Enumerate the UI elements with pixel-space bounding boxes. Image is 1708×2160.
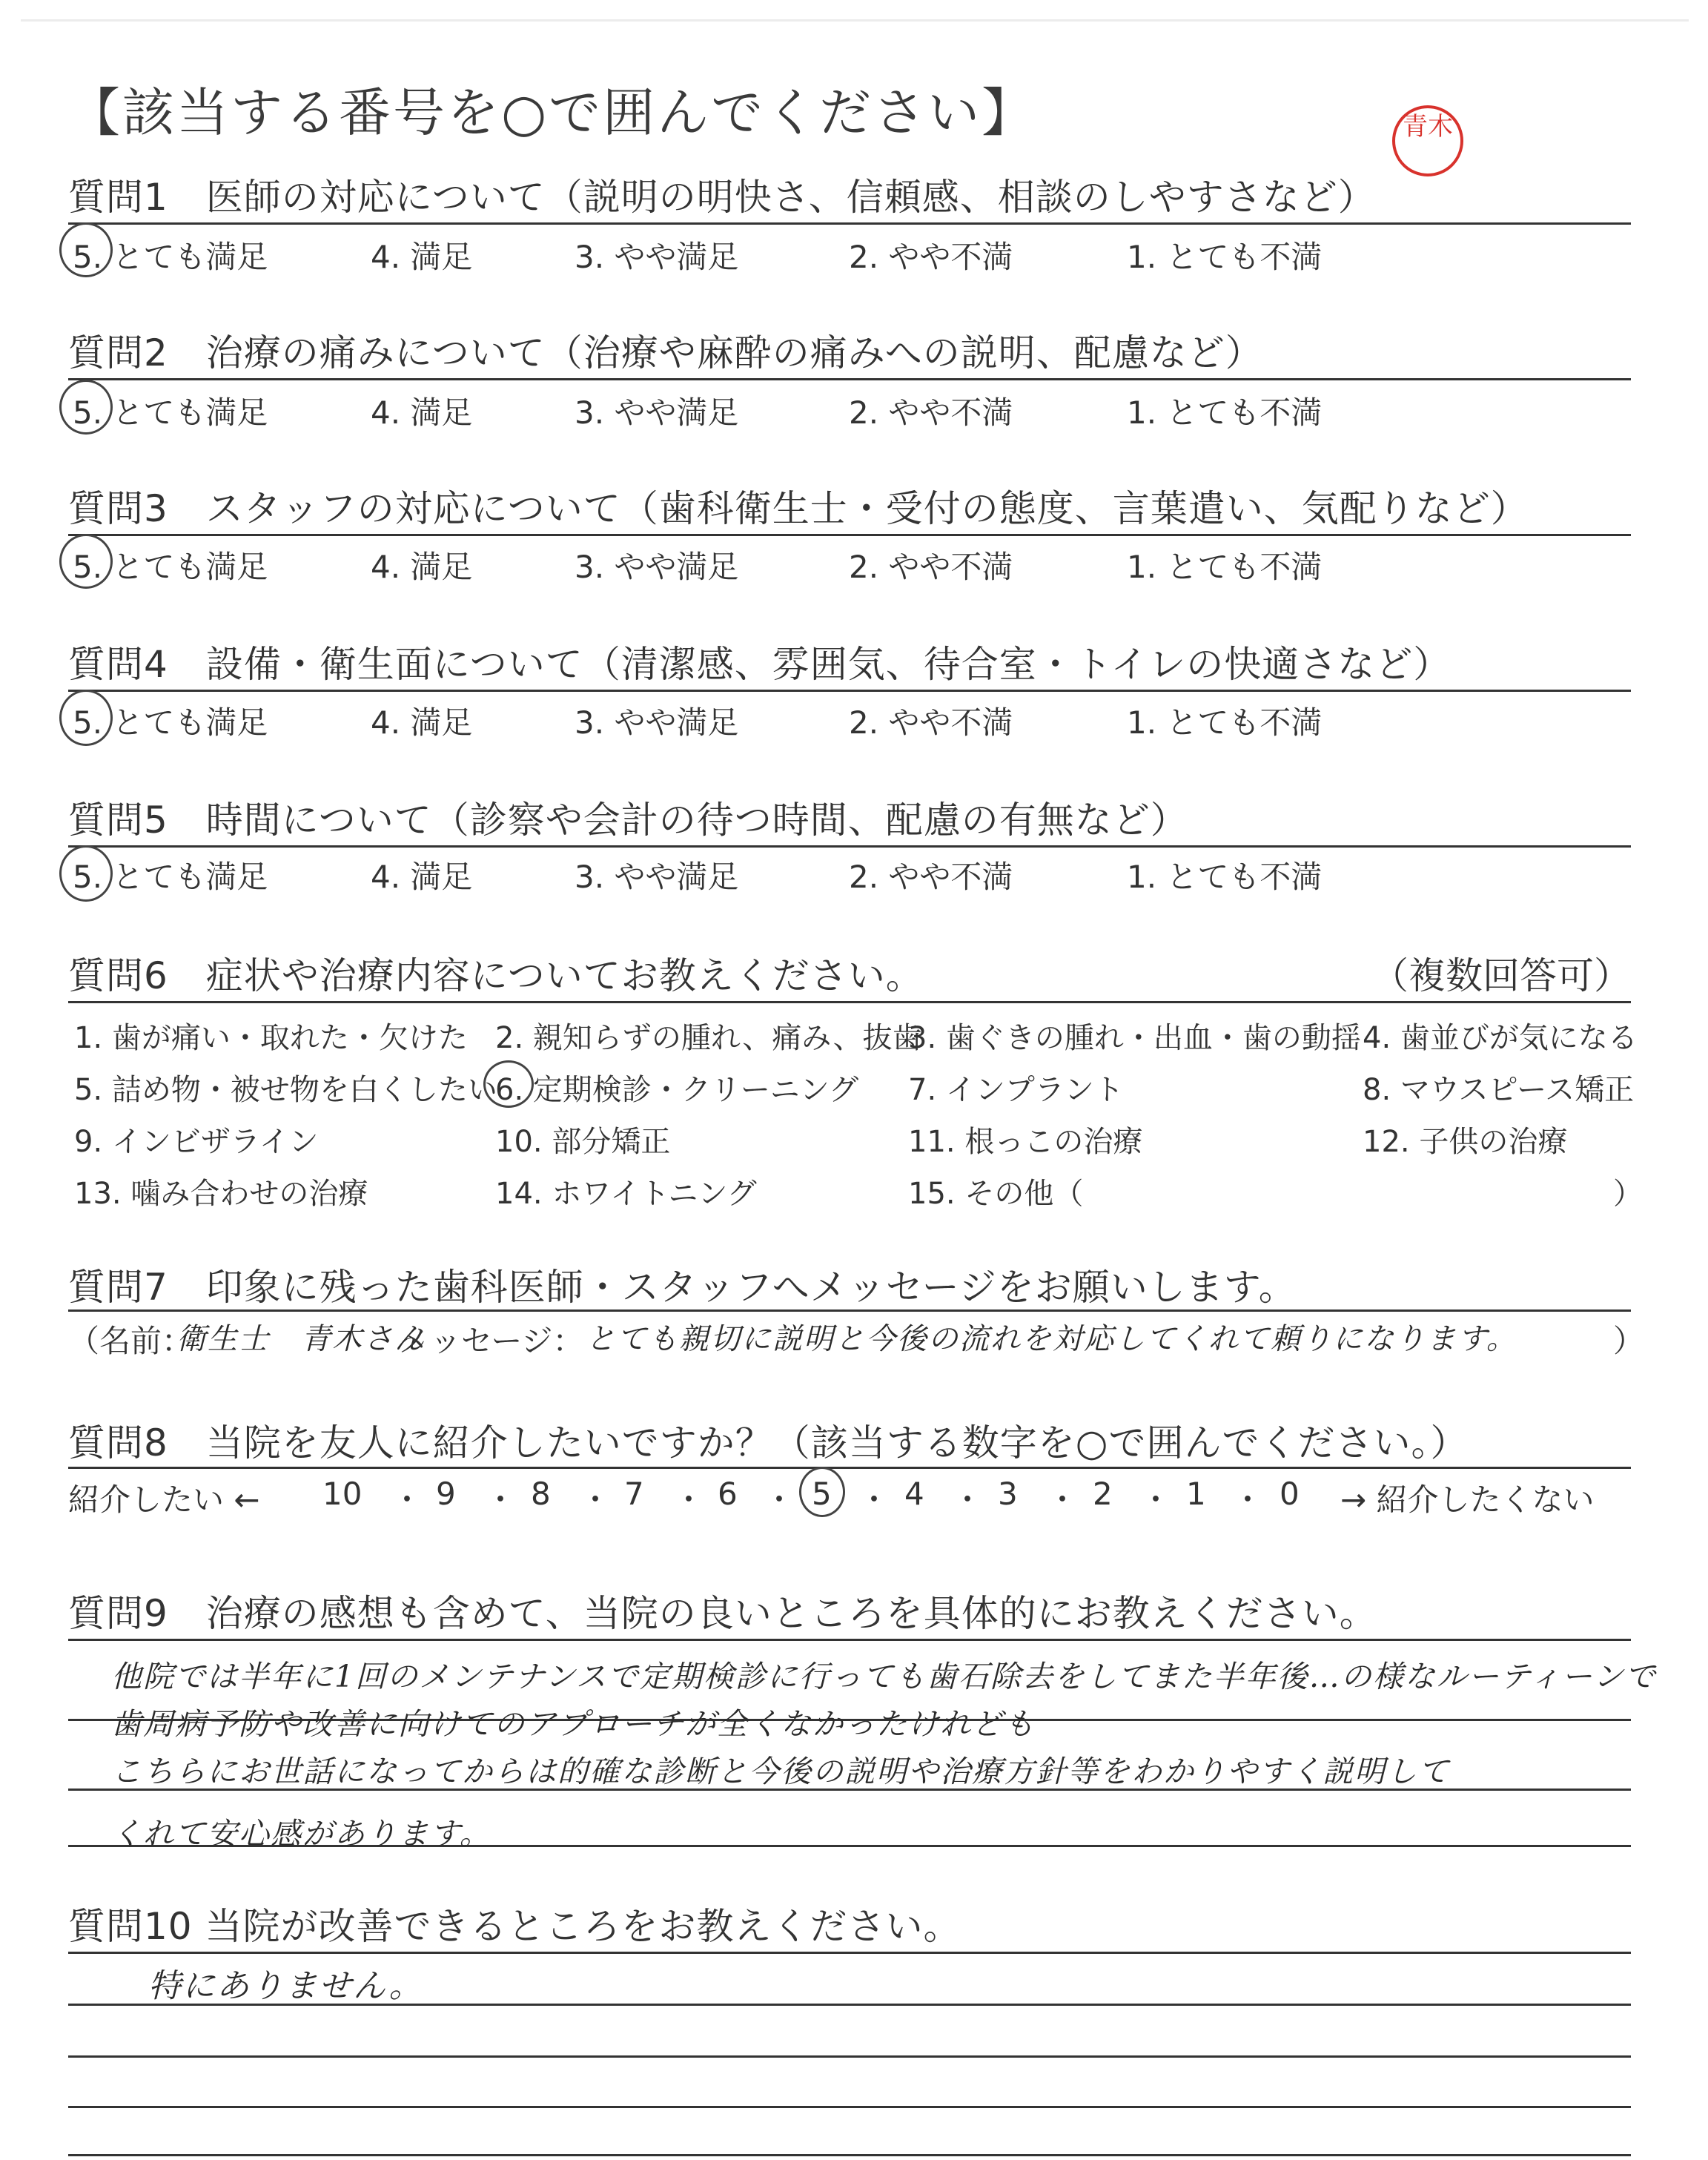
q9-answer-line-4[interactable]: くれて安心感があります。 bbox=[111, 1816, 491, 1852]
question-1-label: 質問1 医師の対応について（説明の明快さ、信頼感、相談のしやすさなど） bbox=[68, 176, 1376, 219]
q9-answer-line-1[interactable]: 他院では半年に1回のメンテナンスで定期検診に行っても歯石除去をしてまた半年後…の様なルーティーンで bbox=[111, 1659, 1657, 1694]
q8-left-label: 紹介したい ← bbox=[68, 1482, 260, 1518]
q7-message-value[interactable]: とても親切に説明と今後の流れを対応してくれて頼りになります。 bbox=[586, 1322, 1517, 1356]
q4-selection-circle bbox=[59, 690, 113, 746]
q10-rule-5 bbox=[68, 2154, 1631, 2156]
question-4-label: 質問4 設備・衛生面について（清潔感、雰囲気、待合室・トイレの快適さなど） bbox=[68, 643, 1452, 686]
q8-value-7[interactable]: 7 bbox=[624, 1476, 644, 1512]
q4-option-3[interactable]: 3. やや満足 bbox=[575, 704, 739, 741]
q8-value-10[interactable]: 10 bbox=[322, 1476, 363, 1512]
q8-dot: ・ bbox=[1232, 1482, 1264, 1518]
q9-rule-1 bbox=[68, 1639, 1631, 1641]
q6-selection-circle bbox=[483, 1060, 534, 1108]
q3-option-2[interactable]: 2. やや不満 bbox=[849, 549, 1013, 585]
question-3-rule bbox=[68, 534, 1631, 536]
q7-name-value[interactable]: 衛生士 青木さん bbox=[176, 1322, 426, 1356]
q10-answer-line-1[interactable]: 特にありません。 bbox=[148, 1967, 423, 2005]
q3-option-4[interactable]: 4. 満足 bbox=[371, 549, 473, 585]
q8-selection-circle bbox=[799, 1467, 845, 1517]
q6-item-12[interactable]: 12. 子供の治療 bbox=[1363, 1125, 1568, 1159]
q2-option-1[interactable]: 1. とても不満 bbox=[1127, 394, 1323, 431]
q9-answer-line-3[interactable]: こちらにお世話になってからは的確な診断と今後の説明や治療方針等をわかりやすく説明して bbox=[111, 1754, 1450, 1789]
q10-rule-4 bbox=[68, 2106, 1631, 2108]
question-3-label: 質問3 スタッフの対応について（歯科衛生士・受付の態度、言葉遣い、気配りなど） bbox=[68, 487, 1529, 530]
q1-option-1[interactable]: 1. とても不満 bbox=[1127, 239, 1323, 275]
q6-item-3[interactable]: 3. 歯ぐきの腫れ・出血・歯の動揺 bbox=[908, 1021, 1361, 1055]
q7-close: ） bbox=[1613, 1323, 1645, 1359]
q2-option-4[interactable]: 4. 満足 bbox=[371, 394, 473, 431]
q3-option-3[interactable]: 3. やや満足 bbox=[575, 549, 739, 585]
q8-dot: ・ bbox=[1140, 1482, 1172, 1518]
q8-dot: ・ bbox=[858, 1482, 890, 1518]
q8-value-5[interactable]: 5 bbox=[812, 1476, 832, 1512]
q3-option-1[interactable]: 1. とても不満 bbox=[1127, 549, 1323, 585]
q6-item-13[interactable]: 13. 噛み合わせの治療 bbox=[74, 1177, 368, 1211]
q6-item-1[interactable]: 1. 歯が痛い・取れた・欠けた bbox=[74, 1021, 468, 1055]
q4-option-2[interactable]: 2. やや不満 bbox=[849, 704, 1013, 741]
q6-item-11[interactable]: 11. 根っこの治療 bbox=[908, 1125, 1143, 1159]
q1-option-3[interactable]: 3. やや満足 bbox=[575, 239, 739, 275]
name-stamp: 青木 bbox=[1392, 105, 1463, 176]
question-7-rule bbox=[68, 1309, 1631, 1312]
question-2-label: 質問2 治療の痛みについて（治療や麻酔の痛みへの説明、配慮など） bbox=[68, 331, 1263, 374]
page-title: 【該当する番号を○で囲んでください】 bbox=[68, 82, 1036, 143]
q5-option-2[interactable]: 2. やや不満 bbox=[849, 859, 1013, 895]
question-7-label: 質問7 印象に残った歯科医師・スタッフへメッセージをお願いします。 bbox=[68, 1266, 1297, 1309]
question-2-rule bbox=[68, 378, 1631, 380]
q1-option-2[interactable]: 2. やや不満 bbox=[849, 239, 1013, 275]
q6-item-10[interactable]: 10. 部分矯正 bbox=[495, 1125, 671, 1159]
q8-value-6[interactable]: 6 bbox=[718, 1476, 738, 1512]
q8-dot: ・ bbox=[764, 1482, 795, 1518]
question-1-rule bbox=[68, 222, 1631, 225]
q6-item-7[interactable]: 7. インプラント bbox=[908, 1073, 1124, 1107]
q8-right-label: → 紹介したくない bbox=[1340, 1482, 1595, 1518]
q5-option-3[interactable]: 3. やや満足 bbox=[575, 859, 739, 895]
top-border bbox=[21, 19, 1689, 22]
q6-item-5[interactable]: 5. 詰め物・被せ物を白くしたい bbox=[74, 1073, 497, 1107]
q1-option-4[interactable]: 4. 満足 bbox=[371, 239, 473, 275]
q6-item-14[interactable]: 14. ホワイトニング bbox=[495, 1177, 757, 1211]
q4-option-5[interactable]: 5. とても満足 bbox=[73, 704, 268, 741]
q6-item-8[interactable]: 8. マウスピース矯正 bbox=[1363, 1073, 1635, 1107]
q6-item-2[interactable]: 2. 親知らずの腫れ、痛み、抜歯 bbox=[495, 1021, 922, 1055]
q9-answer-line-2[interactable]: 歯周病予防や改善に向けてのアプローチが全くなかったけれども bbox=[111, 1706, 1036, 1742]
q8-value-8[interactable]: 8 bbox=[531, 1476, 551, 1512]
q7-message-label: メッセージ： bbox=[399, 1323, 584, 1359]
q8-value-3[interactable]: 3 bbox=[998, 1476, 1018, 1512]
q8-value-2[interactable]: 2 bbox=[1093, 1476, 1113, 1512]
question-6-label: 質問6 症状や治療内容についてお教えください。 bbox=[68, 954, 924, 997]
q6-item-9[interactable]: 9. インビザライン bbox=[74, 1125, 319, 1159]
q8-value-4[interactable]: 4 bbox=[904, 1476, 924, 1512]
q2-option-3[interactable]: 3. やや満足 bbox=[575, 394, 739, 431]
q5-option-4[interactable]: 4. 満足 bbox=[371, 859, 473, 895]
q6-item-15[interactable]: 15. その他（ bbox=[908, 1177, 1084, 1211]
question-5-label: 質問5 時間について（診察や会計の待つ時間、配慮の有無など） bbox=[68, 799, 1188, 842]
q5-selection-circle bbox=[59, 845, 113, 902]
q1-selection-circle bbox=[59, 222, 113, 277]
question-8-label: 質問8 当院を友人に紹介したいですか？（該当する数字を○で囲んでください。） bbox=[68, 1421, 1469, 1464]
q8-dot: ・ bbox=[952, 1482, 984, 1518]
question-5-rule bbox=[68, 845, 1631, 848]
q2-selection-circle bbox=[59, 380, 113, 435]
q2-option-2[interactable]: 2. やや不満 bbox=[849, 394, 1013, 431]
q6-other-close: ） bbox=[1613, 1177, 1643, 1211]
question-8-rule bbox=[68, 1467, 1631, 1469]
q3-selection-circle bbox=[59, 534, 113, 589]
q8-dot: ・ bbox=[580, 1482, 612, 1518]
q4-option-1[interactable]: 1. とても不満 bbox=[1127, 704, 1323, 741]
q6-item-6[interactable]: 6. 定期検診・クリーニング bbox=[495, 1073, 859, 1107]
q4-option-4[interactable]: 4. 満足 bbox=[371, 704, 473, 741]
question-10-label: 質問10 当院が改善できるところをお教えください。 bbox=[68, 1905, 961, 1948]
q10-rule-3 bbox=[68, 2055, 1631, 2058]
q8-value-0[interactable]: 0 bbox=[1280, 1476, 1300, 1512]
q8-dot: ・ bbox=[485, 1482, 517, 1518]
q7-name-label: （名前： bbox=[68, 1323, 193, 1359]
q5-option-1[interactable]: 1. とても不満 bbox=[1127, 859, 1323, 895]
q8-value-9[interactable]: 9 bbox=[436, 1476, 456, 1512]
q1-option-5[interactable]: 5. とても満足 bbox=[73, 239, 268, 275]
q8-dot: ・ bbox=[391, 1482, 423, 1518]
question-6-note: （複数回答可） bbox=[1371, 954, 1631, 997]
question-6-rule bbox=[68, 1001, 1631, 1003]
q8-dot: ・ bbox=[673, 1482, 705, 1518]
q8-dot: ・ bbox=[1047, 1482, 1079, 1518]
q3-option-5[interactable]: 5. とても満足 bbox=[73, 549, 268, 585]
q8-value-1[interactable]: 1 bbox=[1186, 1476, 1206, 1512]
q2-option-5[interactable]: 5. とても満足 bbox=[73, 394, 268, 431]
question-4-rule bbox=[68, 690, 1631, 692]
q5-option-5[interactable]: 5. とても満足 bbox=[73, 859, 268, 895]
q6-item-4[interactable]: 4. 歯並びが気になる bbox=[1363, 1021, 1638, 1055]
q10-rule-1 bbox=[68, 1952, 1631, 1954]
question-9-label: 質問9 治療の感想も含めて、当院の良いところを具体的にお教えください。 bbox=[68, 1592, 1377, 1635]
